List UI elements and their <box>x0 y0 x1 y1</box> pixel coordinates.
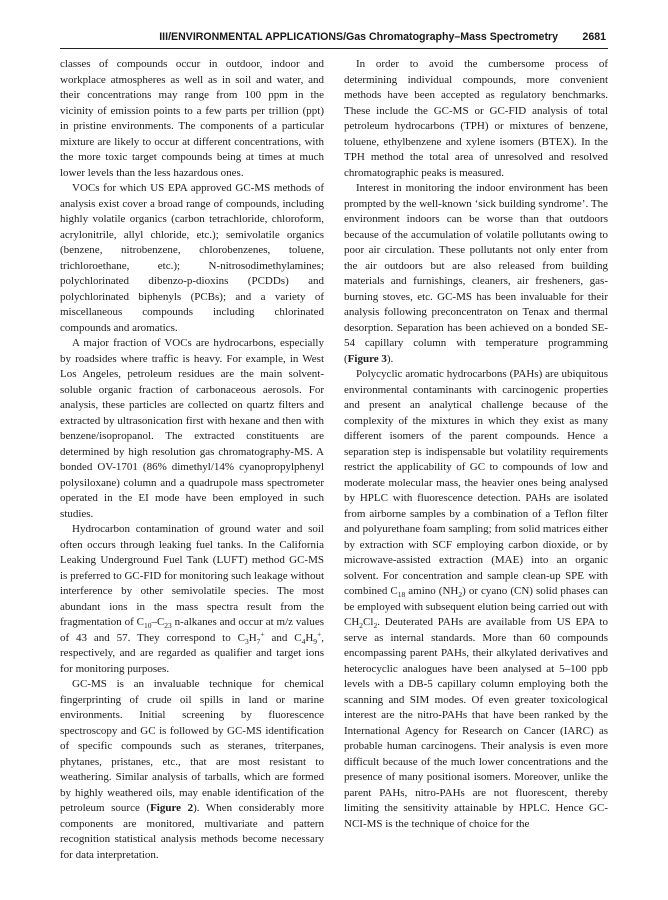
right-column <box>344 57 608 832</box>
article-topic: Gas Chromatography–Mass Spectrometry <box>346 31 558 43</box>
paragraph: classes of compounds occur in outdoor, indoor and workplace atmospheres as well as in soil and water, and their concentrations may range from 100 ppm in the vicinity of emission points to a few parts per trillion (ppt) in pristine environments. The components of a particular mixture are likely to occur at different concentrations, with the more toxic target compounds being at times at much lower levels than the less hazardous ones. <box>60 58 324 179</box>
figure-2-reference[interactable]: Figure 2 <box>150 802 194 814</box>
paragraph: In order to avoid the cumbersome process of determining individual compounds, more convenient methods have been accepted as regulatory benchmarks. These include the GC-MS or GC-FID analysis of total petroleum hydrocarbons (TPH) or mixtures of benzene, toluene, ethylbenzene and xylene isomers (BTEX). In the TPH method the total area of unresolved and resolved chromatographic peaks is measured. <box>344 58 608 179</box>
section-number: III <box>159 31 169 43</box>
figure-3-reference[interactable]: Figure 3 <box>347 352 387 365</box>
running-header <box>60 28 608 49</box>
running-title: III/ENVIRONMENTAL APPLICATIONS/Gas Chromatography–Mass Spectrometry <box>159 31 558 43</box>
paragraph: Polycyclic aromatic hydrocarbons (PAHs) are ubiquitous environmental contaminants with carcinogenic properties and present an analytical challenge because of the complexity of the mixtures in which they exist as many different isomers of the parent compounds. Hence a separation step is indispensable but volatility requirements restrict the applicability of GC to compounds of low and moderate molecular mass, the heavier ones being analysed by HPLC with fluorescence detection. PAHs are isolated from airborne samples by a combination of a Teflon filter and polyurethane foam sampling; from solid matrices either by extraction with SCF employing carbon dioxide, or by microwave-assisted extraction (MAE) into an organic solvent. For concentration and sample clean-up SPE with combined $C_{18}$ amino $(NH_2)$ or cyano (CN) solid phases can be employed with subsequent elution being carried out with $CH_2Cl_2$. Deuterated PAHs are available from US EPA to serve as internal standards. More than 60 compounds encompassing parent PAHs, their alkylated derivatives and heterocyclic analogues have been analysed at 5–100 ppb levels with a DB-5 capillary column employing both the scanning and SIM modes. Of even greater toxicological interest are the nitro-PAHs that have been ranked by the International Agency for Research on Cancer (IARC) as probable human carcinogens. Their analysis is even more difficult because of the much lower concentrations and the presence of many positional isomers. Moreover, unlike the parent PAHs, nitro-PAHs are not fluorescent, thereby limiting the sensitivity attainable by HPLC. Hence GC-NCI-MS is the technique of choice for the <box>344 368 609 830</box>
paragraph: A major fraction of VOCs are hydrocarbons, especially by roadsides where traffic is heavy. For example, in West Los Angeles, petroleum residues are the main solvent-soluble organic fraction of carbonaceous aerosols. For analysis, these particles are collected on quartz filters and extracted by ultrasonication first with hexane and then with benzene/isopropanol. The extracted constituents are determined by high resolution gas chromatography-MS. A bonded OV-1701 (86% dimethyl/14% cyanopropylphenyl polysiloxane) column and a quadrupole mass spectrometer operated in the EI mode have been employed in such studies. <box>60 337 324 520</box>
paragraph: Hydrocarbon contamination of ground water and soil often occurs through leaking fuel tanks. In the California Leaking Underground Fuel Tank (LUFT) method GC-MS is preferred to GC-FID for monitoring such leakage without interference by other semivolatile species. The most abundant ions in the mass spectra result from the fragmentation of $C_{10}-C_{23}$ n-alkanes and occur at m/z values of 43 and 57. They correspond to $C_3H_7^+$ and $C_4H_9^+$, respectively, and are regarded as qualifier and target ions for monitoring purposes. <box>60 523 324 675</box>
paragraph: Interest in monitoring the indoor environment has been prompted by the well-known ‘sick building syndrome’. The environment indoors can be worse than that outdoors because of the accumulation of volatile pollutants owing to poor air circulation. These pollutants not only enter from the air outdoors but are also released from building materials and furnishings, cleaners, air fresheners, gas-burning stoves, etc. GC-MS has been invaluable for their analysis following preconcentraton on Tenax and thermal desorption. Separation has been achieved on a bonded SE-54 capillary column with temperature programming (Figure 3). <box>344 182 608 365</box>
left-column <box>60 57 324 863</box>
section-category: ENVIRONMENTAL APPLICATIONS <box>171 31 344 43</box>
paragraph: VOCs for which US EPA approved GC-MS methods of analysis exist cover a broad range of compounds, including highly volatile organics (carbon tetrachloride, chloroform, acrylonitrile, allyl chloride, etc.); semivolatile organics (benzene, nitrobenzene, chlorobenzenes, toluene, trichloroethane, etc.); N-nitrosodimethylamines; polychlorinated dibenzo-p-dioxins (PCDDs) and polychlorinated biphenyls (PCBs); and a variety of miscellaneous compounds including chlorinated compounds and aromatics. <box>60 182 324 334</box>
paragraph: GC-MS is an invaluable technique for chemical fingerprinting of crude oil spills in land or marine environments. Initial screening by fluorescence spectroscopy and GC is followed by GC-MS identification of specific compounds such as steranes, triterpanes, phytanes, pristanes, etc., that are most resistant to weathering. Similar analysis of tarballs, which are formed by highly weathered oils, may enable identification of the petroleum source (Figure 2). When considerably more components are monitored, multivariate and pattern recognition statistical analysis methods become necessary for data interpretation. <box>60 678 324 861</box>
page-number: 2681 <box>582 31 606 43</box>
